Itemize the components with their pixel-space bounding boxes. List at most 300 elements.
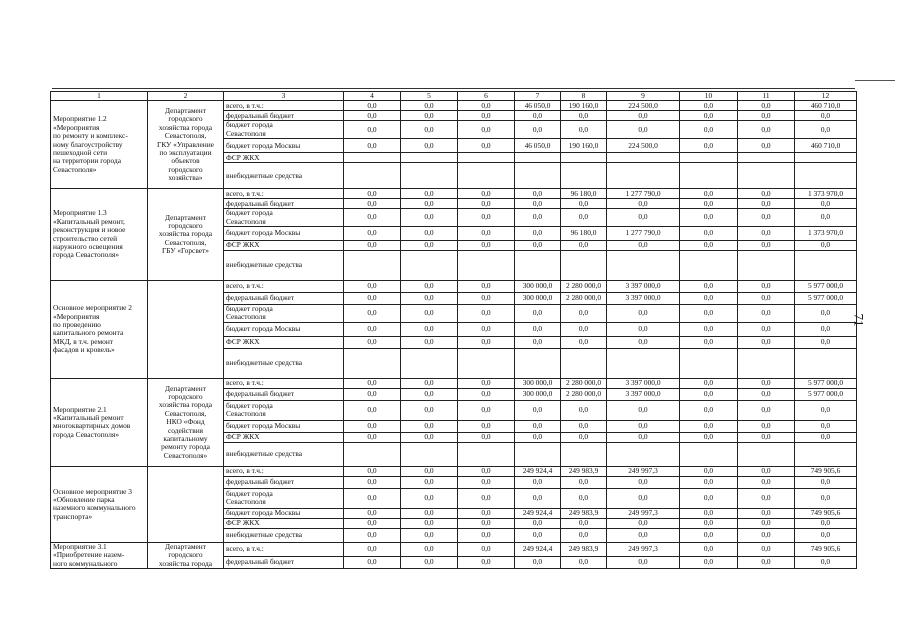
amount-cell: 0,0 bbox=[607, 420, 680, 432]
column-number-3: 3 bbox=[224, 92, 344, 101]
amount-cell: 5 977 000,0 bbox=[795, 388, 857, 400]
amount-cell: 0,0 bbox=[607, 476, 680, 488]
amount-cell bbox=[738, 163, 795, 189]
amount-cell bbox=[458, 442, 515, 466]
amount-cell: 0,0 bbox=[738, 488, 795, 508]
amount-cell: 0,0 bbox=[515, 476, 561, 488]
amount-cell bbox=[344, 442, 401, 466]
table-row bbox=[51, 542, 857, 556]
amount-cell: 0,0 bbox=[561, 209, 607, 227]
amount-cell: 0,0 bbox=[561, 488, 607, 508]
amount-cell: 0,0 bbox=[738, 400, 795, 420]
amount-cell: 0,0 bbox=[458, 476, 515, 488]
amount-cell: 0,0 bbox=[401, 336, 458, 348]
funding-source: бюджет города Москвы bbox=[224, 420, 344, 432]
amount-cell: 0,0 bbox=[458, 227, 515, 241]
column-number-10: 10 bbox=[680, 92, 738, 101]
amount-cell: 2 280 000,0 bbox=[561, 293, 607, 305]
amount-cell: 0,0 bbox=[344, 322, 401, 336]
amount-cell: 0,0 bbox=[401, 466, 458, 476]
amount-cell: 0,0 bbox=[607, 209, 680, 227]
amount-cell: 0,0 bbox=[607, 518, 680, 528]
amount-cell bbox=[515, 442, 561, 466]
amount-cell: 0,0 bbox=[458, 488, 515, 508]
amount-cell: 0,0 bbox=[344, 488, 401, 508]
amount-cell: 0,0 bbox=[401, 476, 458, 488]
amount-cell: 0,0 bbox=[680, 305, 738, 323]
amount-cell: 0,0 bbox=[680, 227, 738, 241]
amount-cell bbox=[401, 163, 458, 189]
amount-cell: 0,0 bbox=[458, 388, 515, 400]
amount-cell: 96 180,0 bbox=[561, 227, 607, 241]
funding-source: федеральный бюджет bbox=[224, 199, 344, 209]
amount-cell: 0,0 bbox=[561, 528, 607, 542]
table-row bbox=[51, 466, 857, 476]
amount-cell: 0,0 bbox=[458, 542, 515, 556]
funding-source: ФСР ЖКХ bbox=[224, 153, 344, 163]
column-number-4: 4 bbox=[344, 92, 401, 101]
amount-cell: 0,0 bbox=[515, 518, 561, 528]
amount-cell: 46 050,0 bbox=[515, 139, 561, 153]
amount-cell: 1 277 790,0 bbox=[607, 227, 680, 241]
amount-cell: 0,0 bbox=[344, 378, 401, 388]
amount-cell: 5 977 000,0 bbox=[795, 293, 857, 305]
funding-source: внебюджетные средства bbox=[224, 163, 344, 189]
amount-cell: 0,0 bbox=[344, 293, 401, 305]
amount-cell: 0,0 bbox=[795, 528, 857, 542]
amount-cell: 0,0 bbox=[401, 378, 458, 388]
amount-cell: 0,0 bbox=[795, 518, 857, 528]
amount-cell: 0,0 bbox=[607, 241, 680, 251]
amount-cell: 749 905,6 bbox=[795, 542, 857, 556]
amount-cell: 1 277 790,0 bbox=[607, 189, 680, 199]
funding-source: внебюджетные средства bbox=[224, 348, 344, 378]
amount-cell bbox=[401, 251, 458, 281]
amount-cell: 0,0 bbox=[795, 420, 857, 432]
amount-cell: 0,0 bbox=[401, 518, 458, 528]
funding-source: федеральный бюджет bbox=[224, 111, 344, 121]
amount-cell: 0,0 bbox=[515, 322, 561, 336]
table-row bbox=[51, 101, 857, 111]
amount-cell bbox=[795, 163, 857, 189]
amount-cell: 0,0 bbox=[561, 241, 607, 251]
amount-cell: 0,0 bbox=[458, 432, 515, 442]
amount-cell: 0,0 bbox=[561, 556, 607, 568]
amount-cell: 0,0 bbox=[401, 542, 458, 556]
column-number-5: 5 bbox=[401, 92, 458, 101]
column-number-9: 9 bbox=[607, 92, 680, 101]
amount-cell bbox=[344, 251, 401, 281]
amount-cell bbox=[607, 251, 680, 281]
column-number-11: 11 bbox=[738, 92, 795, 101]
amount-cell: 0,0 bbox=[680, 518, 738, 528]
amount-cell: 300 000,0 bbox=[515, 281, 561, 293]
amount-cell: 0,0 bbox=[344, 227, 401, 241]
table-row bbox=[51, 281, 857, 293]
amount-cell: 0,0 bbox=[795, 199, 857, 209]
amount-cell: 0,0 bbox=[458, 528, 515, 542]
amount-cell: 0,0 bbox=[344, 508, 401, 518]
amount-cell bbox=[344, 348, 401, 378]
funding-source: внебюджетные средства bbox=[224, 251, 344, 281]
column-number-7: 7 bbox=[515, 92, 561, 101]
amount-cell: 2 280 000,0 bbox=[561, 281, 607, 293]
amount-cell: 0,0 bbox=[680, 322, 738, 336]
amount-cell: 0,0 bbox=[401, 305, 458, 323]
amount-cell: 0,0 bbox=[515, 241, 561, 251]
amount-cell: 249 997,3 bbox=[607, 508, 680, 518]
amount-cell: 0,0 bbox=[607, 400, 680, 420]
executor-name: Департамент городского хозяйства города bbox=[148, 542, 224, 568]
measure-name: Мероприятие 1.2 «Мероприятия по ремонту и комплекс- ному благоустройству пешеходной сети на территории города Севастополя» bbox=[51, 101, 148, 189]
amount-cell: 0,0 bbox=[458, 322, 515, 336]
amount-cell: 0,0 bbox=[738, 305, 795, 323]
amount-cell: 0,0 bbox=[344, 121, 401, 139]
amount-cell: 0,0 bbox=[738, 101, 795, 111]
amount-cell: 96 180,0 bbox=[561, 189, 607, 199]
executor-name: Департамент городского хозяйства города Севастополя, НКО «Фонд содействия капитальному ремонту города Севастополя» bbox=[148, 378, 224, 466]
amount-cell bbox=[795, 153, 857, 163]
margin-rule bbox=[855, 80, 895, 81]
amount-cell: 1 373 970,0 bbox=[795, 227, 857, 241]
executor-name: Департамент городского хозяйства города Севастополя, ГБУ «Горсвет» bbox=[148, 189, 224, 281]
amount-cell: 3 397 000,0 bbox=[607, 293, 680, 305]
amount-cell: 0,0 bbox=[458, 305, 515, 323]
amount-cell: 0,0 bbox=[738, 556, 795, 568]
amount-cell: 0,0 bbox=[401, 322, 458, 336]
funding-source: бюджет города Севастополя bbox=[224, 121, 344, 139]
amount-cell: 0,0 bbox=[561, 518, 607, 528]
funding-source: внебюджетные средства bbox=[224, 528, 344, 542]
amount-cell: 0,0 bbox=[795, 121, 857, 139]
amount-cell bbox=[344, 153, 401, 163]
amount-cell: 0,0 bbox=[680, 556, 738, 568]
amount-cell: 0,0 bbox=[344, 476, 401, 488]
amount-cell: 2 280 000,0 bbox=[561, 388, 607, 400]
amount-cell: 0,0 bbox=[515, 420, 561, 432]
amount-cell: 46 050,0 bbox=[515, 101, 561, 111]
amount-cell: 0,0 bbox=[680, 209, 738, 227]
amount-cell: 0,0 bbox=[401, 400, 458, 420]
amount-cell: 0,0 bbox=[344, 400, 401, 420]
amount-cell: 0,0 bbox=[344, 241, 401, 251]
amount-cell: 0,0 bbox=[401, 488, 458, 508]
amount-cell: 0,0 bbox=[561, 322, 607, 336]
funding-source: всего, в т.ч.: bbox=[224, 466, 344, 476]
amount-cell bbox=[607, 442, 680, 466]
funding-source: федеральный бюджет bbox=[224, 556, 344, 568]
amount-cell: 0,0 bbox=[680, 542, 738, 556]
amount-cell: 0,0 bbox=[458, 189, 515, 199]
amount-cell: 0,0 bbox=[344, 209, 401, 227]
amount-cell: 0,0 bbox=[738, 111, 795, 121]
amount-cell: 249 997,3 bbox=[607, 466, 680, 476]
amount-cell bbox=[458, 251, 515, 281]
amount-cell: 0,0 bbox=[458, 209, 515, 227]
amount-cell: 1 373 970,0 bbox=[795, 189, 857, 199]
amount-cell: 0,0 bbox=[458, 293, 515, 305]
amount-cell bbox=[401, 153, 458, 163]
page-number: 71 bbox=[851, 313, 867, 327]
amount-cell: 0,0 bbox=[515, 199, 561, 209]
amount-cell bbox=[515, 163, 561, 189]
amount-cell: 5 977 000,0 bbox=[795, 378, 857, 388]
funding-source: бюджет города Москвы bbox=[224, 508, 344, 518]
funding-source: бюджет города Москвы bbox=[224, 322, 344, 336]
amount-cell: 0,0 bbox=[607, 111, 680, 121]
amount-cell: 0,0 bbox=[401, 121, 458, 139]
amount-cell bbox=[561, 348, 607, 378]
amount-cell: 0,0 bbox=[607, 528, 680, 542]
column-number-8: 8 bbox=[561, 92, 607, 101]
amount-cell: 0,0 bbox=[680, 121, 738, 139]
amount-cell: 0,0 bbox=[680, 476, 738, 488]
amount-cell: 0,0 bbox=[795, 432, 857, 442]
amount-cell: 0,0 bbox=[401, 209, 458, 227]
amount-cell: 0,0 bbox=[401, 189, 458, 199]
funding-source: бюджет города Севастополя bbox=[224, 305, 344, 323]
amount-cell: 3 397 000,0 bbox=[607, 388, 680, 400]
amount-cell: 0,0 bbox=[738, 432, 795, 442]
amount-cell bbox=[561, 442, 607, 466]
amount-cell: 0,0 bbox=[607, 488, 680, 508]
amount-cell: 0,0 bbox=[401, 139, 458, 153]
amount-cell: 0,0 bbox=[401, 199, 458, 209]
amount-cell: 0,0 bbox=[680, 336, 738, 348]
amount-cell: 0,0 bbox=[515, 227, 561, 241]
amount-cell: 0,0 bbox=[561, 111, 607, 121]
amount-cell: 0,0 bbox=[680, 189, 738, 199]
amount-cell: 0,0 bbox=[401, 111, 458, 121]
executor-name bbox=[148, 466, 224, 542]
amount-cell: 300 000,0 bbox=[515, 388, 561, 400]
amount-cell: 0,0 bbox=[401, 420, 458, 432]
amount-cell: 0,0 bbox=[795, 556, 857, 568]
measure-name: Основное мероприятие 2 «Мероприятия по проведению капитального ремонта МКД, в т.ч. ремонт фасадов и кровель» bbox=[51, 281, 148, 379]
column-number-1: 1 bbox=[51, 92, 148, 101]
amount-cell: 249 983,9 bbox=[561, 466, 607, 476]
table-row bbox=[51, 378, 857, 388]
amount-cell: 0,0 bbox=[607, 199, 680, 209]
amount-cell: 0,0 bbox=[515, 111, 561, 121]
amount-cell bbox=[401, 442, 458, 466]
amount-cell: 0,0 bbox=[738, 139, 795, 153]
amount-cell: 0,0 bbox=[401, 508, 458, 518]
amount-cell: 0,0 bbox=[738, 121, 795, 139]
amount-cell bbox=[458, 153, 515, 163]
amount-cell: 0,0 bbox=[680, 111, 738, 121]
amount-cell: 749 905,6 bbox=[795, 466, 857, 476]
amount-cell: 0,0 bbox=[458, 420, 515, 432]
amount-cell: 0,0 bbox=[458, 281, 515, 293]
amount-cell: 0,0 bbox=[515, 209, 561, 227]
amount-cell: 0,0 bbox=[401, 101, 458, 111]
amount-cell: 0,0 bbox=[738, 336, 795, 348]
amount-cell: 0,0 bbox=[344, 556, 401, 568]
amount-cell bbox=[344, 163, 401, 189]
amount-cell bbox=[515, 153, 561, 163]
funding-source: бюджет города Севастополя bbox=[224, 488, 344, 508]
amount-cell bbox=[607, 163, 680, 189]
amount-cell: 0,0 bbox=[680, 432, 738, 442]
amount-cell: 0,0 bbox=[458, 199, 515, 209]
amount-cell: 0,0 bbox=[515, 400, 561, 420]
amount-cell: 0,0 bbox=[680, 400, 738, 420]
amount-cell: 249 924,4 bbox=[515, 508, 561, 518]
amount-cell bbox=[607, 348, 680, 378]
amount-cell: 0,0 bbox=[458, 508, 515, 518]
amount-cell bbox=[738, 153, 795, 163]
funding-source: внебюджетные средства bbox=[224, 442, 344, 466]
amount-cell: 0,0 bbox=[458, 139, 515, 153]
amount-cell: 0,0 bbox=[344, 388, 401, 400]
column-number-2: 2 bbox=[148, 92, 224, 101]
funding-source: всего, в т.ч.: bbox=[224, 542, 344, 556]
amount-cell: 0,0 bbox=[738, 508, 795, 518]
amount-cell: 0,0 bbox=[738, 189, 795, 199]
amount-cell: 0,0 bbox=[607, 322, 680, 336]
amount-cell: 0,0 bbox=[401, 281, 458, 293]
measure-name: Мероприятие 2.1 «Капитальный ремонт многоквартирных домов города Севастополя» bbox=[51, 378, 148, 466]
amount-cell: 0,0 bbox=[738, 528, 795, 542]
amount-cell: 0,0 bbox=[738, 420, 795, 432]
funding-source: ФСР ЖКХ bbox=[224, 432, 344, 442]
amount-cell: 0,0 bbox=[515, 432, 561, 442]
column-number-row bbox=[51, 92, 857, 101]
amount-cell: 0,0 bbox=[607, 556, 680, 568]
amount-cell: 0,0 bbox=[344, 199, 401, 209]
amount-cell: 0,0 bbox=[515, 488, 561, 508]
amount-cell bbox=[795, 442, 857, 466]
amount-cell: 0,0 bbox=[680, 488, 738, 508]
amount-cell: 249 997,3 bbox=[607, 542, 680, 556]
amount-cell: 0,0 bbox=[795, 488, 857, 508]
funding-source: ФСР ЖКХ bbox=[224, 241, 344, 251]
funding-source: бюджет города Севастополя bbox=[224, 209, 344, 227]
amount-cell: 0,0 bbox=[795, 336, 857, 348]
amount-cell: 0,0 bbox=[738, 241, 795, 251]
amount-cell: 0,0 bbox=[458, 466, 515, 476]
table-row bbox=[51, 189, 857, 199]
amount-cell: 0,0 bbox=[795, 476, 857, 488]
amount-cell: 0,0 bbox=[738, 542, 795, 556]
amount-cell: 460 710,0 bbox=[795, 139, 857, 153]
amount-cell: 0,0 bbox=[680, 139, 738, 153]
amount-cell: 0,0 bbox=[680, 466, 738, 476]
funding-source: ФСР ЖКХ bbox=[224, 518, 344, 528]
amount-cell: 0,0 bbox=[795, 305, 857, 323]
amount-cell: 2 280 000,0 bbox=[561, 378, 607, 388]
amount-cell: 0,0 bbox=[515, 336, 561, 348]
amount-cell: 0,0 bbox=[795, 400, 857, 420]
executor-name: Департамент городского хозяйства города Севастополя, ГКУ «Управление по эксплуатации объектов городского хозяйства» bbox=[148, 101, 224, 189]
amount-cell bbox=[738, 251, 795, 281]
amount-cell: 0,0 bbox=[680, 378, 738, 388]
amount-cell: 0,0 bbox=[515, 305, 561, 323]
amount-cell: 0,0 bbox=[607, 432, 680, 442]
amount-cell: 0,0 bbox=[401, 556, 458, 568]
amount-cell: 0,0 bbox=[738, 388, 795, 400]
amount-cell: 0,0 bbox=[401, 227, 458, 241]
measure-name: Мероприятие 3.1 «Приобретение назем- ного коммунального bbox=[51, 542, 148, 568]
amount-cell: 0,0 bbox=[795, 111, 857, 121]
amount-cell bbox=[680, 348, 738, 378]
amount-cell: 0,0 bbox=[344, 189, 401, 199]
amount-cell: 0,0 bbox=[680, 528, 738, 542]
amount-cell bbox=[458, 163, 515, 189]
amount-cell: 0,0 bbox=[561, 420, 607, 432]
amount-cell bbox=[515, 251, 561, 281]
amount-cell bbox=[561, 163, 607, 189]
amount-cell: 249 983,9 bbox=[561, 508, 607, 518]
amount-cell: 3 397 000,0 bbox=[607, 378, 680, 388]
amount-cell: 0,0 bbox=[738, 322, 795, 336]
amount-cell: 0,0 bbox=[401, 432, 458, 442]
amount-cell bbox=[680, 442, 738, 466]
amount-cell: 0,0 bbox=[344, 518, 401, 528]
amount-cell: 0,0 bbox=[680, 199, 738, 209]
amount-cell: 0,0 bbox=[607, 305, 680, 323]
funding-source: бюджет города Москвы bbox=[224, 139, 344, 153]
executor-name bbox=[148, 281, 224, 379]
amount-cell: 0,0 bbox=[458, 556, 515, 568]
amount-cell: 0,0 bbox=[458, 378, 515, 388]
amount-cell: 0,0 bbox=[795, 322, 857, 336]
measure-name: Мероприятие 1.3 «Капитальный ремонт, реконструкция и новое строительство сетей наружного освещения города Севастополя» bbox=[51, 189, 148, 281]
amount-cell: 0,0 bbox=[344, 305, 401, 323]
amount-cell: 0,0 bbox=[738, 476, 795, 488]
amount-cell: 0,0 bbox=[738, 209, 795, 227]
budget-table bbox=[50, 91, 857, 569]
amount-cell: 249 983,9 bbox=[561, 542, 607, 556]
funding-source: бюджет города Москвы bbox=[224, 227, 344, 241]
amount-cell: 0,0 bbox=[344, 139, 401, 153]
funding-source: ФСР ЖКХ bbox=[224, 336, 344, 348]
amount-cell bbox=[515, 348, 561, 378]
amount-cell: 0,0 bbox=[607, 121, 680, 139]
amount-cell: 0,0 bbox=[561, 121, 607, 139]
amount-cell: 0,0 bbox=[401, 293, 458, 305]
amount-cell: 0,0 bbox=[344, 101, 401, 111]
amount-cell: 0,0 bbox=[458, 111, 515, 121]
amount-cell: 0,0 bbox=[680, 293, 738, 305]
amount-cell: 0,0 bbox=[738, 518, 795, 528]
amount-cell bbox=[680, 153, 738, 163]
amount-cell: 249 924,4 bbox=[515, 542, 561, 556]
column-number-12: 12 bbox=[795, 92, 857, 101]
amount-cell: 0,0 bbox=[680, 101, 738, 111]
funding-source: всего, в т.ч.: bbox=[224, 281, 344, 293]
amount-cell: 0,0 bbox=[561, 476, 607, 488]
amount-cell: 0,0 bbox=[401, 388, 458, 400]
amount-cell: 749 905,6 bbox=[795, 508, 857, 518]
amount-cell: 0,0 bbox=[344, 281, 401, 293]
amount-cell: 0,0 bbox=[401, 241, 458, 251]
amount-cell: 0,0 bbox=[738, 293, 795, 305]
amount-cell: 0,0 bbox=[344, 336, 401, 348]
amount-cell: 0,0 bbox=[738, 227, 795, 241]
amount-cell: 0,0 bbox=[738, 281, 795, 293]
amount-cell: 0,0 bbox=[561, 400, 607, 420]
amount-cell: 224 500,0 bbox=[607, 139, 680, 153]
amount-cell: 190 160,0 bbox=[561, 139, 607, 153]
amount-cell: 0,0 bbox=[344, 528, 401, 542]
measure-name: Основное мероприятие 3 «Обновление парка наземного коммунального транспорта» bbox=[51, 466, 148, 542]
amount-cell bbox=[680, 251, 738, 281]
amount-cell: 0,0 bbox=[458, 101, 515, 111]
amount-cell bbox=[561, 153, 607, 163]
amount-cell: 0,0 bbox=[515, 528, 561, 542]
